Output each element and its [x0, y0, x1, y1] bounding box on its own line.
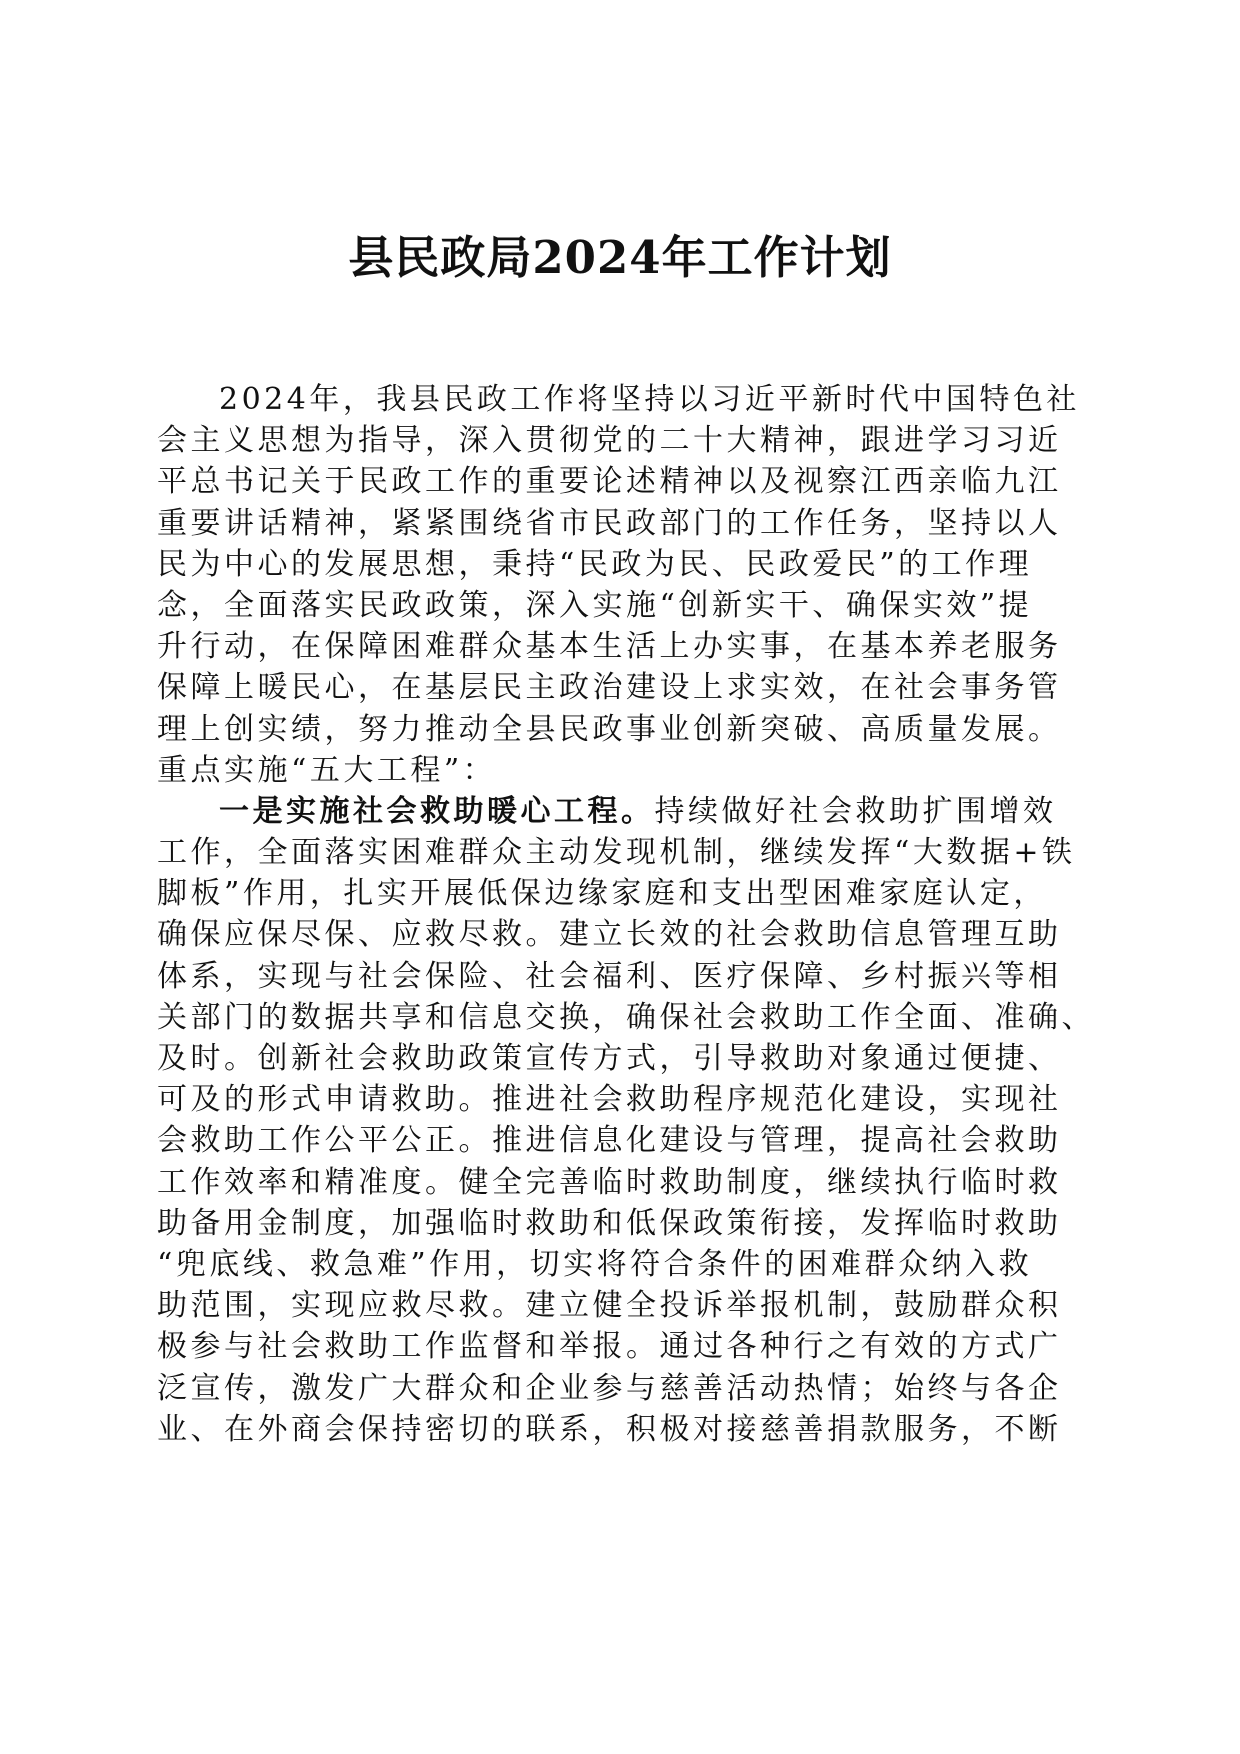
intro-line: 重要讲话精神，紧紧围绕省市民政部门的工作任务，坚持以人 [157, 505, 1062, 541]
section-1-line: 助备用金制度，加强临时救助和低保政策衔接，发挥临时救助 [157, 1205, 1062, 1241]
section-1-line: 工作效率和精准度。健全完善临时救助制度，继续执行临时救 [157, 1164, 1062, 1200]
intro-line: 会主义思想为指导，深入贯彻党的二十大精神，跟进学习习近 [157, 423, 1062, 459]
section-1-line: 极参与社会救助工作监督和举报。通过各种行之有效的方式广 [157, 1329, 1062, 1365]
section-1-line: 脚板”作用，扎实开展低保边缘家庭和支出型困难家庭认定， [157, 876, 1047, 912]
section-1-line: 关部门的数据共享和信息交换，确保社会救助工作全面、准确、 [157, 999, 1095, 1035]
section-1-line: 泛宣传，激发广大群众和企业参与慈善活动热情；始终与各企 [157, 1370, 1062, 1406]
section-1-first-line-text: 持续做好社会救助扩围增效 [654, 793, 1057, 829]
section-1-first-line [157, 791, 1092, 832]
intro-line: 平总书记关于民政工作的重要论述精神以及视察江西亲临九江 [157, 464, 1062, 500]
section-1-line: 及时。创新社会救助政策宣传方式，引导救助对象通过便捷、 [157, 1041, 1062, 1076]
intro-line: 重点实施“五大工程”： [157, 752, 497, 788]
section-1-line: 助范围，实现应救尽救。建立健全投诉举报机制，鼓励群众积 [157, 1288, 1062, 1324]
section-1-line: 工作，全面落实困难群众主动发现机制，继续发挥“大数据+铁 [157, 835, 1076, 871]
intro-line: 理上创实绩，努力推动全县民政事业创新突破、高质量发展。 [157, 711, 1062, 747]
section-1-line: 确保应保尽保、应救尽救。建立长效的社会救助信息管理互助 [157, 917, 1062, 953]
section-1-line: 业、在外商会保持密切的联系，积极对接慈善捐款服务，不断 [157, 1411, 1062, 1447]
section-1-line: 可及的形式申请救助。推进社会救助程序规范化建设，实现社 [157, 1082, 1062, 1118]
intro-line: 民为中心的发展思想，秉持“民政为民、民政爱民”的工作理 [157, 546, 1033, 582]
document-title: 县民政局2024年工作计划 [348, 231, 892, 284]
intro-line: 念，全面落实民政政策，深入实施“创新实干、确保实效”提 [157, 587, 1033, 623]
section-1-heading: 一是实施社会救助暖心工程。 [219, 793, 655, 829]
intro-line: 保障上暖民心，在基层民主政治建设上求实效，在社会事务管 [157, 670, 1062, 706]
document-body [157, 379, 1095, 1450]
section-1-line: 体系，实现与社会保险、社会福利、医疗保障、乡村振兴等相 [157, 958, 1062, 994]
intro-line: 2024年，我县民政工作将坚持以习近平新时代中国特色社 [219, 382, 1080, 417]
section-1-line: “兜底线、救急难”作用，切实将符合条件的困难群众纳入救 [157, 1246, 1033, 1282]
section-1-line: 会救助工作公平公正。推进信息化建设与管理，提高社会救助 [157, 1123, 1062, 1159]
intro-line: 升行动，在保障困难群众基本生活上办实事，在基本养老服务 [157, 629, 1062, 665]
